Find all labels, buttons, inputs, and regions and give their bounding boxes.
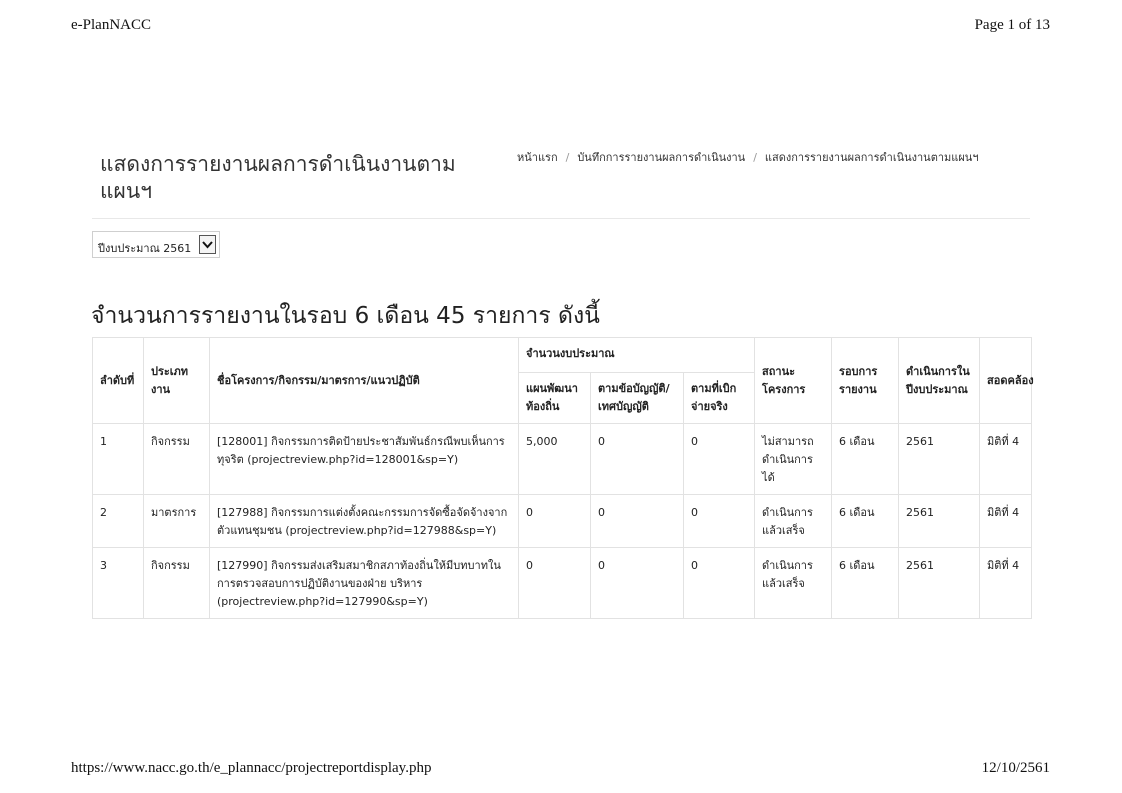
page-title: แสดงการรายงานผลการดำเนินงานตามแผนฯ: [100, 152, 456, 203]
chevron-down-icon[interactable]: [199, 235, 216, 254]
report-summary: จำนวนการรายงานในรอบ 6 เดือน 45 รายการ ดังนี้: [91, 303, 600, 329]
breadcrumb: [517, 148, 979, 166]
cell-project-name[interactable]: [127990] กิจกรรมส่งเสริมสมาชิกสภาท้องถิ่นให้มีบทบาทในการตรวจสอบการปฏิบัติงานของฝ่าย บริหาร (projectreview.php?id=127990&sp=Y): [210, 548, 519, 619]
cell-order: 3: [93, 548, 144, 619]
table-row: [93, 548, 1032, 619]
cell-fiscal-year: 2561: [899, 495, 980, 548]
header-fiscal-year: ดำเนินการในปีงบประมาณ: [899, 338, 980, 424]
cell-budget-actual: 0: [684, 424, 755, 495]
header-budget-actual: ตามที่เบิกจ่ายจริง: [684, 373, 755, 424]
cell-alignment: มิติที่ 4: [980, 548, 1032, 619]
print-footer-date: 12/10/2561: [981, 760, 1050, 776]
cell-type: กิจกรรม: [144, 548, 210, 619]
cell-type: มาตรการ: [144, 495, 210, 548]
header-budget-regulation: ตามข้อบัญญัติ/เทศบัญญัติ: [591, 373, 684, 424]
cell-status: ดำเนินการแล้วเสร็จ: [755, 548, 832, 619]
fiscal-year-select[interactable]: [92, 231, 220, 258]
header-status: สถานะโครงการ: [755, 338, 832, 424]
cell-budget-regulation: 0: [591, 548, 684, 619]
header-project-name: ชื่อโครงการ/กิจกรรม/มาตรการ/แนวปฏิบัติ: [210, 338, 519, 424]
breadcrumb-report-log[interactable]: บันทึกการรายงานผลการดำเนินงาน: [577, 151, 746, 164]
cell-type: กิจกรรม: [144, 424, 210, 495]
cell-alignment: มิติที่ 4: [980, 495, 1032, 548]
cell-status: ดำเนินการแล้วเสร็จ: [755, 495, 832, 548]
header-order: ลำดับที่: [93, 338, 144, 424]
cell-fiscal-year: 2561: [899, 424, 980, 495]
table-row: [93, 495, 1032, 548]
breadcrumb-current: แสดงการรายงานผลการดำเนินงานตามแผนฯ: [764, 151, 979, 164]
header-budget-plan: แผนพัฒนาท้องถิ่น: [519, 373, 591, 424]
cell-budget-plan: 5,000: [519, 424, 591, 495]
cell-round: 6 เดือน: [832, 495, 899, 548]
header-type: ประเภทงาน: [144, 338, 210, 424]
header-round: รอบการรายงาน: [832, 338, 899, 424]
cell-budget-actual: 0: [684, 548, 755, 619]
cell-project-name[interactable]: [128001] กิจกรรมการติดป้ายประชาสัมพันธ์กรณีพบเห็นการทุจริต (projectreview.php?id=128001&sp=Y): [210, 424, 519, 495]
cell-budget-actual: 0: [684, 495, 755, 548]
fiscal-year-selected-value: ปีงบประมาณ 2561: [98, 242, 192, 255]
print-page-number: Page 1 of 13: [974, 17, 1050, 33]
cell-project-name[interactable]: [127988] กิจกรรมการแต่งตั้งคณะกรรมการจัดซื้อจัดจ้างจากตัวแทนชุมชน (projectreview.php?id=127988&sp=Y): [210, 495, 519, 548]
cell-order: 2: [93, 495, 144, 548]
breadcrumb-separator: /: [753, 151, 757, 164]
title-divider: [92, 218, 1030, 219]
cell-status: ไม่สามารถดำเนินการได้: [755, 424, 832, 495]
print-header-title: e-PlanNACC: [71, 17, 151, 33]
cell-fiscal-year: 2561: [899, 548, 980, 619]
cell-alignment: มิติที่ 4: [980, 424, 1032, 495]
table-row: [93, 424, 1032, 495]
report-table: [92, 337, 1032, 619]
cell-budget-regulation: 0: [591, 495, 684, 548]
breadcrumb-home[interactable]: หน้าแรก: [517, 151, 558, 164]
cell-budget-plan: 0: [519, 495, 591, 548]
cell-round: 6 เดือน: [832, 548, 899, 619]
header-alignment: สอดคล้อง: [980, 338, 1032, 424]
header-budget-group: จำนวนงบประมาณ: [519, 338, 755, 373]
cell-budget-plan: 0: [519, 548, 591, 619]
breadcrumb-separator: /: [565, 151, 570, 164]
print-footer-url: https://www.nacc.go.th/e_plannacc/projectreportdisplay.php: [71, 760, 432, 776]
cell-round: 6 เดือน: [832, 424, 899, 495]
cell-budget-regulation: 0: [591, 424, 684, 495]
cell-order: 1: [93, 424, 144, 495]
